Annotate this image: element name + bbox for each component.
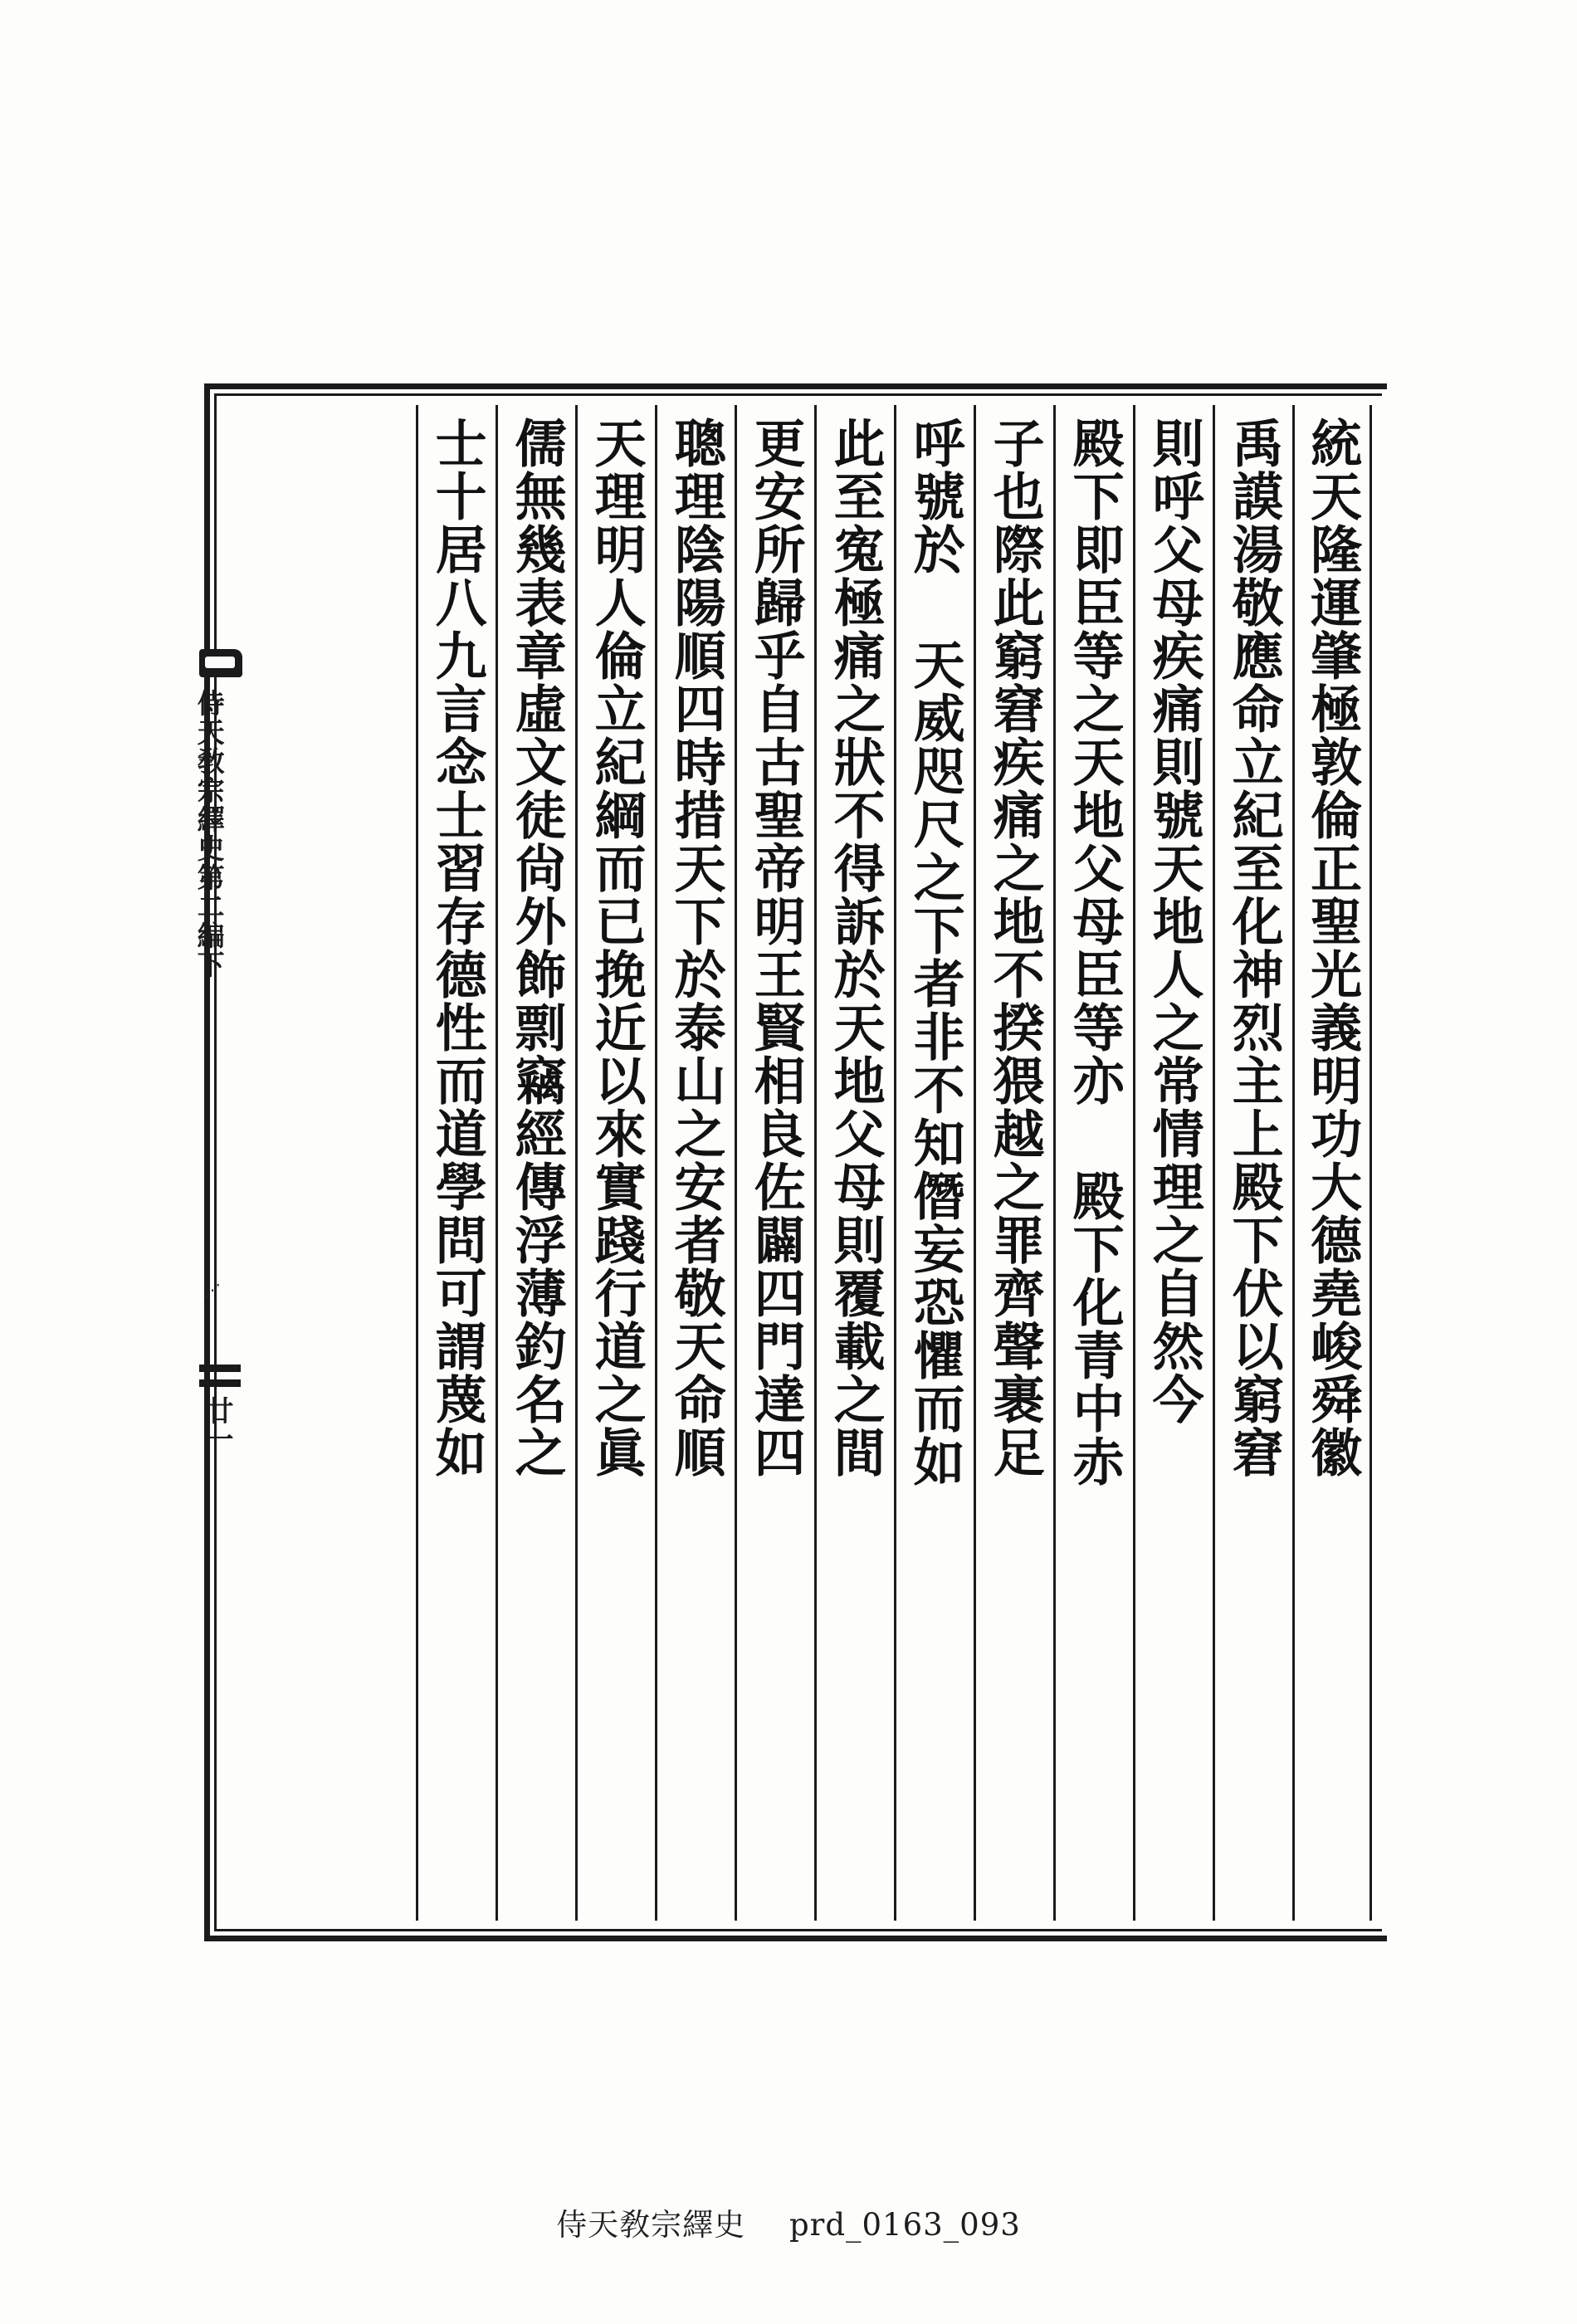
spine-ornament-icon: ⋰ (204, 1280, 224, 1300)
text-column (894, 405, 974, 1921)
text-column (735, 405, 814, 1921)
spine-book-title: 侍天敎宗繹史第二編下 (193, 689, 226, 979)
text-column (1213, 405, 1292, 1921)
page-marker-rule (199, 1379, 241, 1387)
text-column (814, 405, 894, 1921)
footer-title: 侍天敎宗繹史 (556, 2207, 746, 2243)
spine-page-number: 廿一 (200, 1396, 233, 1452)
page-marker-rule (199, 1365, 241, 1372)
column-text: 天理明人倫立紀綱而已挽近以來實踐行道之眞 (586, 417, 647, 1479)
text-column (1292, 405, 1372, 1921)
spine-margin (179, 649, 279, 1728)
fishtail-mark-icon (199, 649, 242, 677)
column-text: 則呼父母疾痛則號天地人之常情理之自然今 (1144, 417, 1205, 1426)
column-text: 更安所歸乎自古聖帝明王賢相良佐闢四門達四 (745, 417, 807, 1479)
column-text: 呼號於 天威咫尺之下者非不知僭妄恐懼而如 (905, 417, 966, 1488)
text-column (1133, 405, 1213, 1921)
column-text: 子也際此窮窘疾痛之地不揆猥越之罪齊聲裹足 (984, 417, 1046, 1479)
text-column (1053, 405, 1133, 1921)
column-text: 儒無幾表章虛文徒尙外飾剽竊經傳浮薄釣名之 (506, 417, 568, 1479)
spine-page-marker (194, 1363, 246, 1462)
column-text: 聰理陰陽順四時措天下於泰山之安者敬天命順 (666, 417, 727, 1479)
text-column (575, 405, 655, 1921)
text-column (974, 405, 1053, 1921)
text-column (655, 405, 735, 1921)
footer-caption (0, 2200, 1577, 2244)
vertical-text-columns (226, 405, 1372, 1921)
text-column (416, 405, 496, 1921)
column-text: 統天隆運肇極敦倫正聖光義明功大德堯峻舜徽 (1301, 417, 1363, 1479)
column-text: 禹謨湯敬應命立紀至化神烈主上殿下伏以窮窘 (1223, 417, 1285, 1479)
scanned-text-block (193, 375, 1398, 1952)
column-text: 此至寃極痛之狀不得訴於天地父母則覆載之間 (825, 417, 886, 1479)
text-column (496, 405, 575, 1921)
column-text: 士十居八九言念士習存德性而道學問可謂蔑如 (427, 417, 488, 1479)
column-text: 殿下即臣等之天地父母臣等亦 殿下化青中赤 (1064, 417, 1125, 1488)
footer-identifier: prd_0163_093 (788, 2207, 1021, 2243)
